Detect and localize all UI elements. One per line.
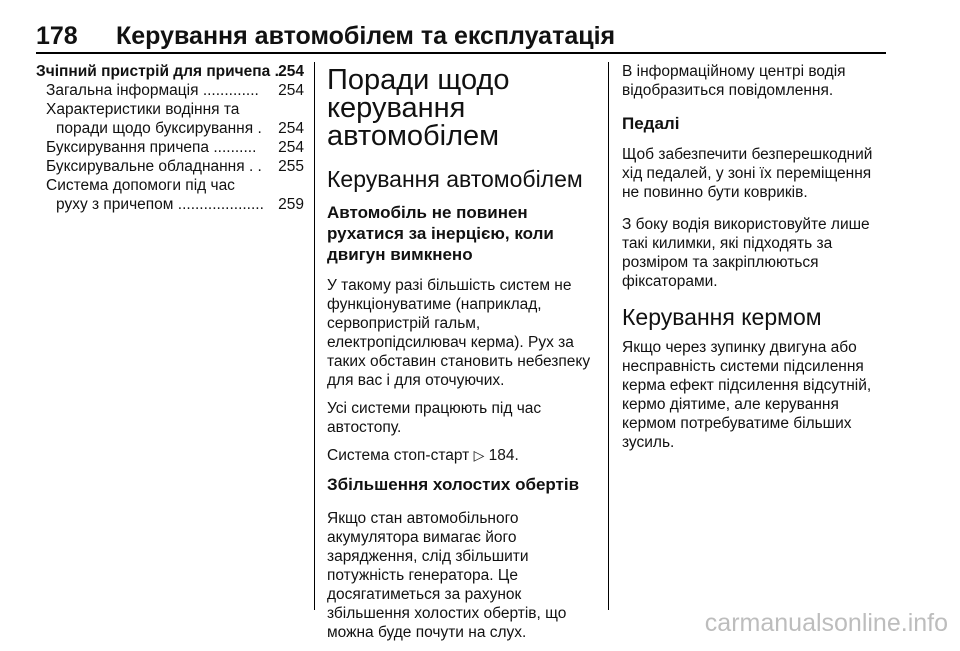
toc-entry-title: поради щодо буксирування <box>56 120 254 137</box>
reference-page[interactable]: 184. <box>488 447 519 464</box>
toc-page-number: 254 <box>278 120 304 137</box>
reference-text: Система стоп-старт <box>327 447 470 464</box>
toc-entry[interactable] <box>36 81 304 100</box>
section-heading: Керування автомобілем <box>327 166 583 192</box>
toc-entry[interactable] <box>36 195 304 214</box>
toc-leader-dots: .................... <box>173 196 264 213</box>
page-reference-icon: ▷ <box>473 447 485 463</box>
paragraph: Якщо через зупинку двигуна або несправність системи підсилення керма ефект підсилення відсутній, кермо діятиме, але керування кермом потребуватиме більших зусиль. <box>622 339 872 451</box>
toc-column <box>36 62 304 214</box>
toc-entry[interactable] <box>36 100 304 119</box>
paragraph: Щоб забезпечити безперешкодний хід педалей, у зоні їх переміщення не повинно бути ковриків. <box>622 146 873 201</box>
toc-entry-title: Загальна інформація <box>46 82 199 99</box>
watermark: carmanualsonline.info <box>704 609 948 637</box>
header-rule <box>36 52 886 54</box>
toc-leader-dots: ............. <box>198 82 259 99</box>
paragraph: Усі системи працюють під час автостопу. <box>327 400 542 436</box>
chapter-title: Керування автомобілем та експлуатація <box>116 22 616 50</box>
toc-entry-title: руху з причепом <box>56 196 174 213</box>
section-heading: Керування кермом <box>622 304 822 330</box>
table-of-contents <box>36 62 304 214</box>
toc-entry-title: Зчіпний пристрій для причепа <box>36 63 271 80</box>
toc-page-number: 254 <box>278 82 304 99</box>
paragraph: У такому разі більшість систем не функціонуватиме (наприклад, сервопристрій гальм, електропідсилювач керма). Рух за таких обставин становить небезпеку для вас і для оточуючих. <box>327 277 591 389</box>
page-main-title: Поради щодо керування автомобілем <box>327 64 510 152</box>
paragraph: В інформаційному центрі водія відобразиться повідомлення. <box>622 63 846 99</box>
page-header <box>36 20 886 52</box>
column-divider <box>608 62 609 610</box>
page-number: 178 <box>36 22 78 50</box>
toc-entry-title: Буксирувальне обладнання <box>46 158 245 175</box>
toc-page-number: 255 <box>278 158 304 175</box>
cross-reference-paragraph <box>327 446 595 465</box>
toc-leader-dots: .......... <box>209 139 257 156</box>
toc-leader-dots: . <box>270 63 279 80</box>
toc-entry[interactable] <box>36 157 304 176</box>
toc-entry-title: Система допомоги під час <box>46 177 235 194</box>
toc-entry[interactable] <box>36 176 304 195</box>
toc-page-number: 254 <box>278 63 304 80</box>
toc-entry[interactable] <box>36 119 304 138</box>
column-divider <box>314 62 315 610</box>
toc-entry-title: Буксирування причепа <box>46 139 210 156</box>
content-column-right <box>622 62 890 465</box>
toc-leader-dots: . <box>253 120 262 137</box>
toc-page-number: 259 <box>278 196 304 213</box>
subsection-heading: Автомобіль не повинен рухатися за інерцією, коли двигун вимкнено <box>327 203 554 264</box>
toc-entry[interactable] <box>36 62 304 81</box>
toc-entry[interactable] <box>36 138 304 157</box>
toc-page-number: 254 <box>278 139 304 156</box>
subsection-heading: Педалі <box>622 114 680 133</box>
toc-entry-title: Характеристики водіння та <box>46 101 240 118</box>
subsection-heading: Збільшення холостих обертів <box>327 475 580 494</box>
paragraph: З боку водія використовуйте лише такі килимки, які підходять за розміром та закріплюються фіксаторами. <box>622 216 870 290</box>
toc-leader-dots: . . <box>244 158 262 175</box>
paragraph: Якщо стан автомобільного акумулятора вимагає його зарядження, слід збільшити потужність генератора. Це досягатиметься за рахунок збільшення холостих обертів, що можна буде почути на слух. <box>327 510 567 641</box>
content-column-middle <box>327 62 595 651</box>
